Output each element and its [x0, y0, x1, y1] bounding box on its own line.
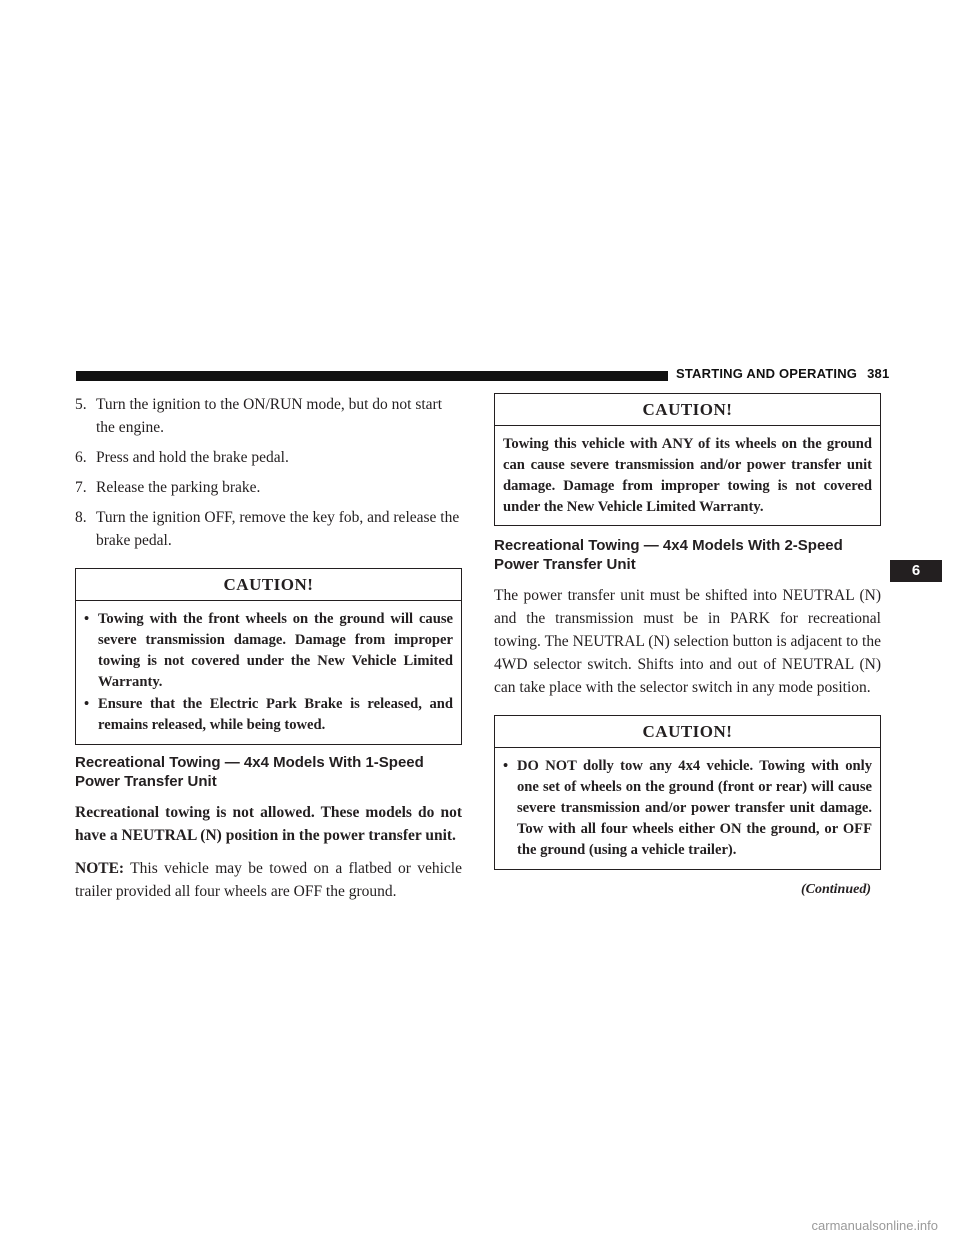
step-text: Press and hold the brake pedal.	[96, 449, 289, 466]
header-rule	[76, 371, 668, 381]
caution-box-dolly-tow	[494, 715, 881, 870]
caution-bullet: • DO NOT dolly tow any 4x4 vehicle. Towing with only one set of wheels on the ground (front or rear) will cause severe transmission and/or power transfer unit damage. Tow with all four wheels either ON the ground, or OFF the ground (using a vehicle trailer).	[503, 758, 872, 858]
step-6	[75, 446, 462, 469]
step-text: Turn the ignition OFF, remove the key fob, and release the brake pedal.	[96, 509, 460, 549]
section-heading-1-speed: Recreational Towing — 4x4 Models With 1-Speed Power Transfer Unit	[75, 754, 424, 790]
step-number: 8.	[75, 509, 87, 526]
caution-box-front-wheels	[75, 568, 462, 745]
section-heading-2-speed: Recreational Towing — 4x4 Models With 2-Speed Power Transfer Unit	[494, 537, 843, 573]
page-number: 381	[867, 366, 890, 381]
neutral-paragraph: The power transfer unit must be shifted into NEUTRAL (N) and the transmission must be in PARK for recreational towing. The NEUTRAL (N) selection button is adjacent to the 4WD selector switch. Shifts into and out of NEUTRAL (N) can take place with the selector switch in any mode position.	[494, 587, 881, 696]
caution-bullet-text: Towing with the front wheels on the ground will cause severe transmission damage. Damage from improper towing is not covered under the New Vehicle Limited Warranty.	[98, 611, 453, 690]
note-paragraph	[75, 857, 462, 903]
step-7	[75, 476, 462, 499]
continued-label: (Continued)	[800, 882, 871, 897]
footer-watermark[interactable]: carmanualsonline.info	[811, 1218, 938, 1233]
step-number: 7.	[75, 479, 87, 496]
left-column	[75, 393, 462, 913]
caution-bullet: • Towing with the front wheels on the ground will cause severe transmission damage. Damage from improper towing is not covered under the New Vehicle Limited Warranty.	[84, 611, 453, 690]
step-text: Turn the ignition to the ON/RUN mode, but do not start the engine.	[96, 396, 443, 436]
caution-body	[495, 748, 880, 869]
step-8	[75, 506, 462, 552]
right-column	[494, 393, 881, 901]
caution-title: CAUTION!	[495, 394, 880, 426]
running-header	[676, 366, 889, 381]
not-allowed-paragraph: Recreational towing is not allowed. These models do not have a NEUTRAL (N) position in the power transfer unit.	[75, 804, 462, 844]
step-number: 5.	[75, 396, 87, 413]
note-label: NOTE:	[75, 860, 125, 877]
section-title: STARTING AND OPERATING	[676, 366, 858, 381]
step-number: 6.	[75, 449, 87, 466]
step-text: Release the parking brake.	[96, 479, 261, 496]
caution-body: Towing this vehicle with ANY of its wheels on the ground can cause severe transmission and/or power transfer unit damage. Damage from improper towing is not covered under the New Vehicle Limited Warranty.	[503, 436, 872, 515]
caution-body	[76, 601, 461, 744]
caution-title: CAUTION!	[495, 716, 880, 748]
chapter-tab: 6	[890, 560, 942, 582]
step-5	[75, 393, 462, 439]
caution-bullet-text: Ensure that the Electric Park Brake is released, and remains released, while being towed.	[98, 696, 453, 733]
caution-bullet-text: DO NOT dolly tow any 4x4 vehicle. Towing with only one set of wheels on the ground (front or rear) will cause severe transmission and/or power transfer unit damage. Tow with all four wheels either ON the ground, or OFF the ground (using a vehicle trailer).	[517, 758, 872, 858]
caution-title: CAUTION!	[76, 569, 461, 601]
caution-bullet: • Ensure that the Electric Park Brake is released, and remains released, while being towed.	[84, 696, 453, 733]
note-text: This vehicle may be towed on a flatbed or vehicle trailer provided all four wheels are OFF the ground.	[75, 860, 462, 900]
caution-box-any-wheels	[494, 393, 881, 526]
